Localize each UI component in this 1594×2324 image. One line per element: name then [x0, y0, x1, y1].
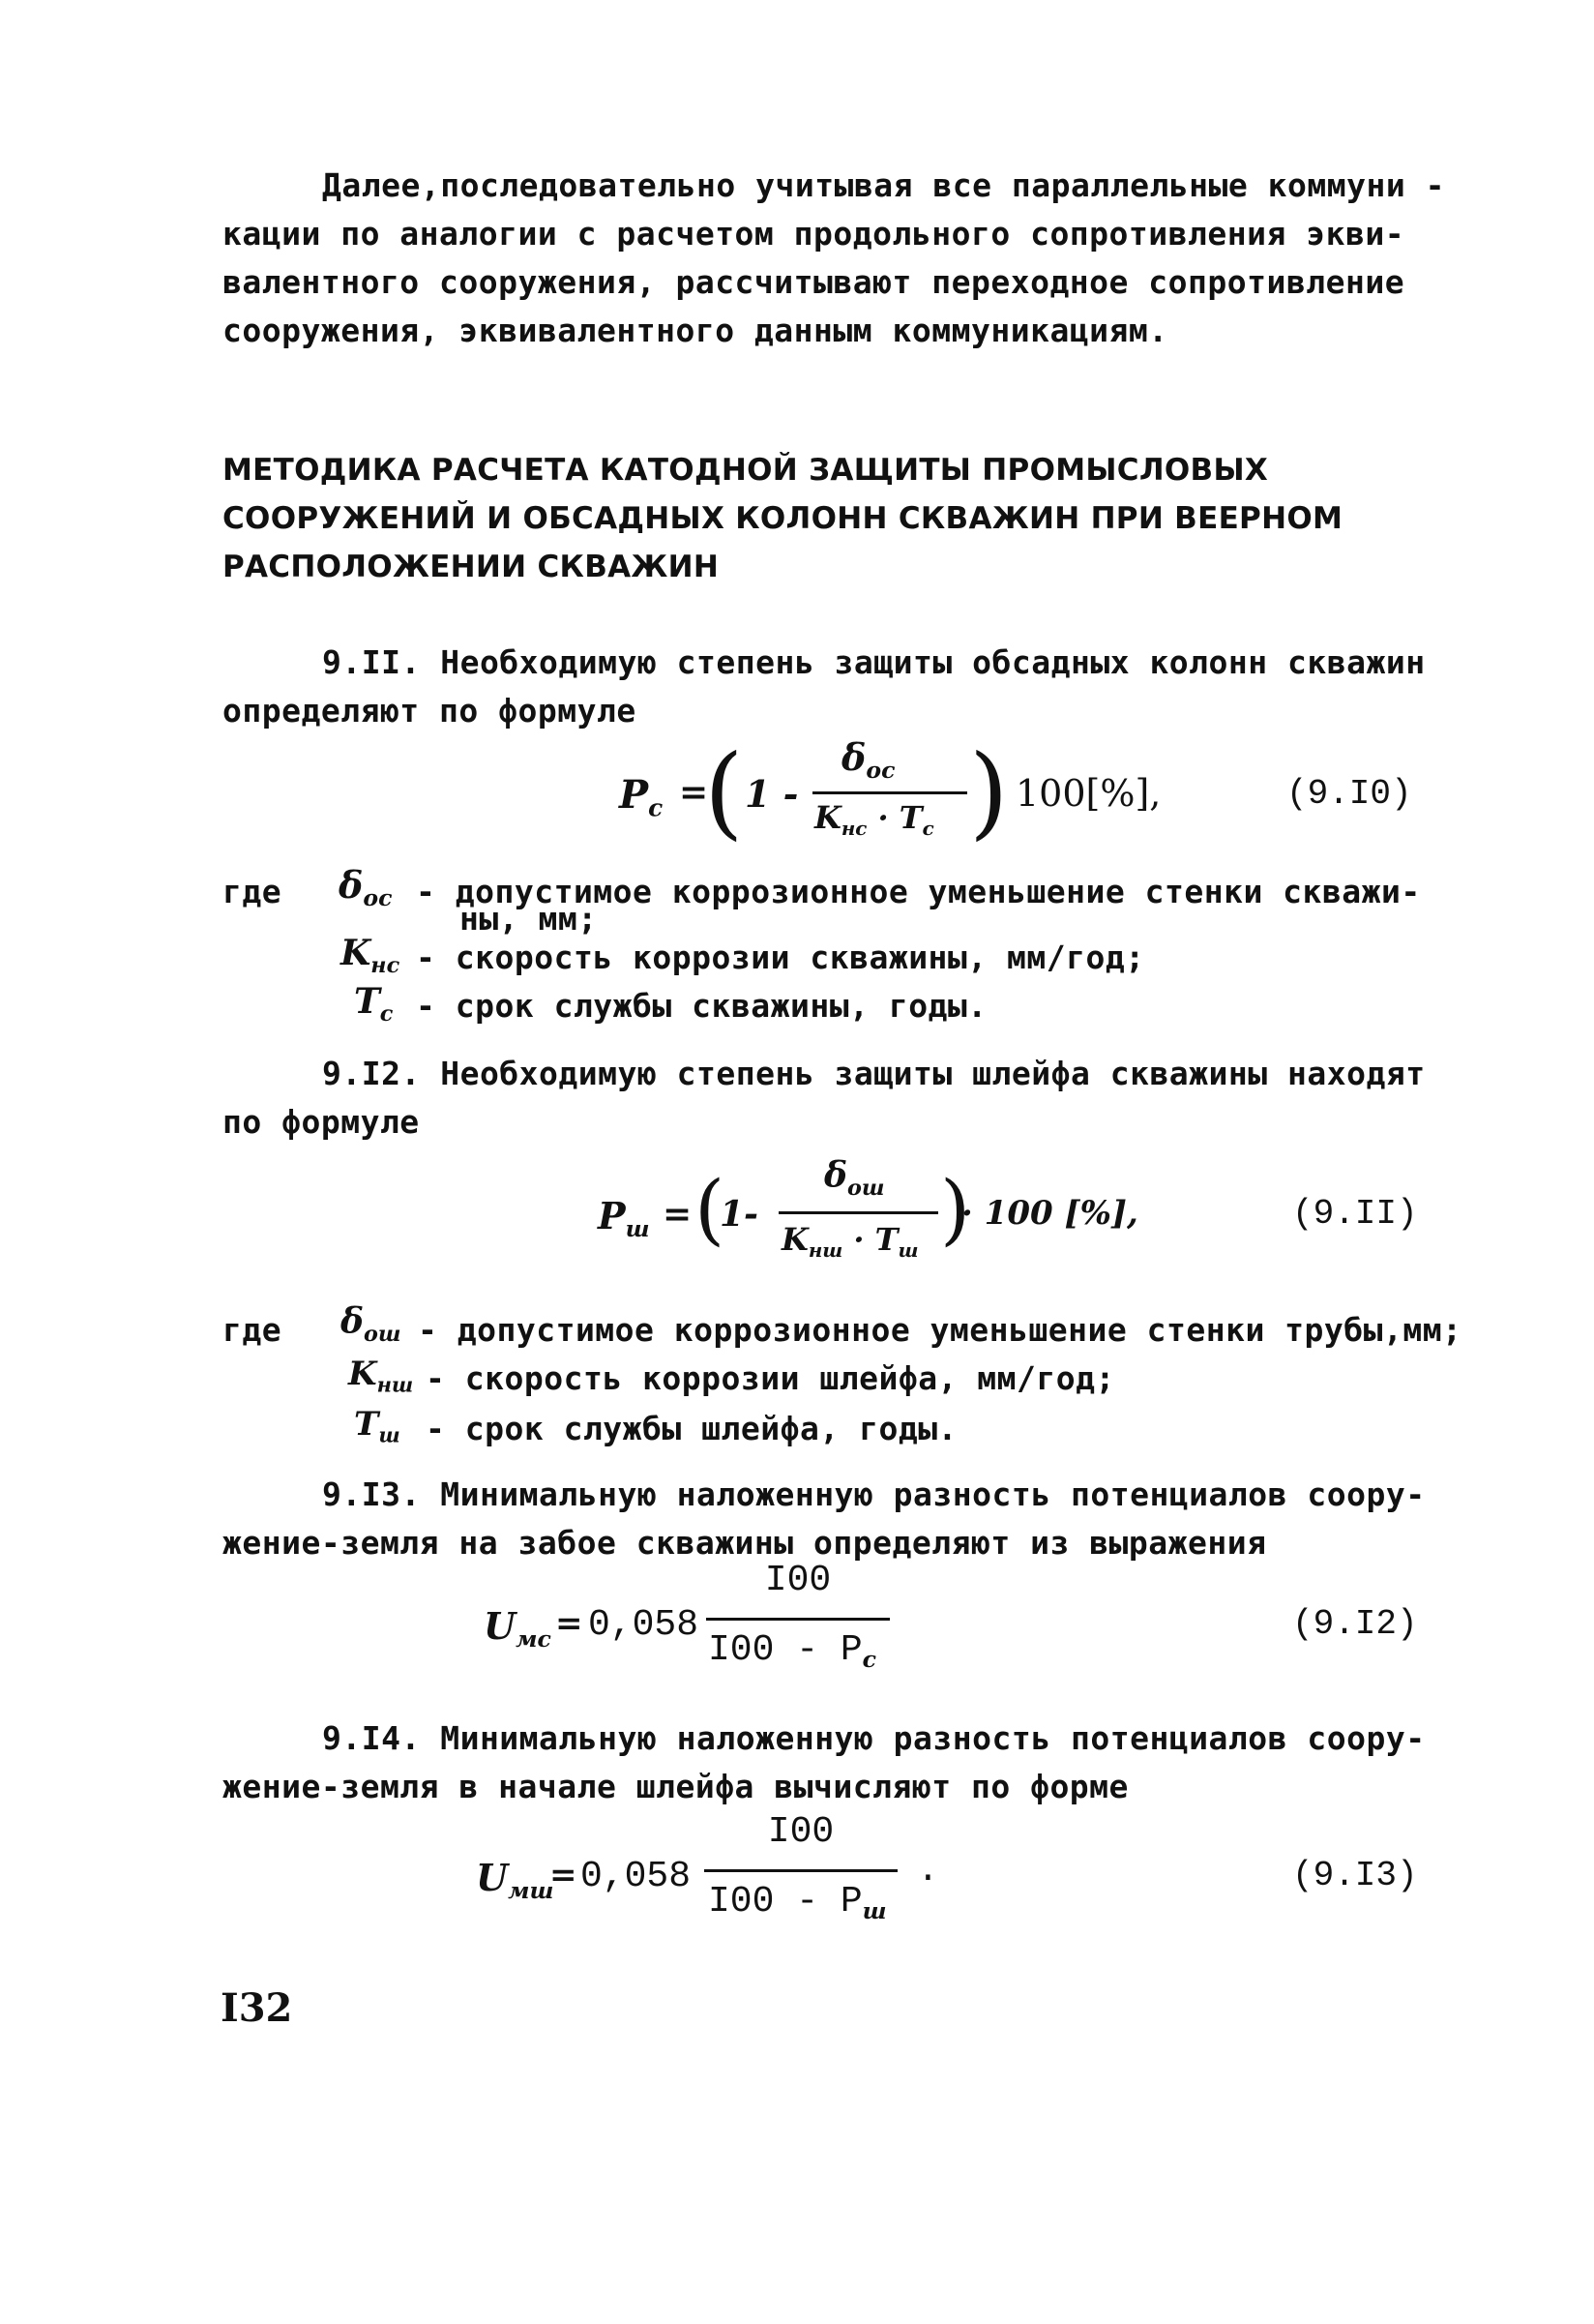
formula-tail: 100[%], [1016, 772, 1162, 815]
where-label: где [222, 1311, 282, 1349]
def-text: - срок службы скважины, годы. [416, 987, 988, 1025]
formula-lhs: $U_{мш}$ [476, 1856, 554, 1905]
def-text: - скорость коррозии шлейфа, мм/год; [426, 1359, 1115, 1397]
equation-number: (9.I0) [1286, 774, 1412, 814]
para-912-line-2: по формуле [222, 1103, 420, 1141]
intro-line-2: кации по аналогии с расчетом продольного сопротивления экви- [222, 215, 1405, 253]
fraction-numerator: I00 [764, 1560, 832, 1601]
fraction-numerator: $\delta_{ос}$ [841, 735, 896, 785]
para-911-line-1: 9.II. Необходимую степень защиты обсадных колонн скважин [322, 643, 1426, 681]
para-911-line-2: определяют по формуле [222, 692, 636, 730]
def-text-continued: ны, мм; [459, 900, 598, 938]
section-heading-line-2: СООРУЖЕНИЙ И ОБСАДНЫХ КОЛОНН СКВАЖИН ПРИ ВЕЕРНОМ [222, 501, 1343, 536]
para-912-line-1: 9.I2. Необходимую степень защиты шлейфа скважины находят [322, 1055, 1426, 1092]
open-paren: ( [694, 1164, 725, 1254]
equals-sign: = [663, 1194, 693, 1235]
def-symbol: $K_{нс}$ [340, 933, 400, 978]
def-text: - срок службы шлейфа, годы. [426, 1410, 958, 1447]
def-symbol: $T_ш$ [354, 1405, 400, 1447]
fraction-bar [706, 1618, 890, 1621]
section-heading-line-1: МЕТОДИКА РАСЧЕТА КАТОДНОЙ ЗАЩИТЫ ПРОМЫСЛОВЫХ [222, 453, 1269, 488]
equation-number: (9.II) [1292, 1194, 1418, 1234]
intro-line-3: валентного сооружения, рассчитывают переходное сопротивление [222, 263, 1405, 301]
equals-sign: = [555, 1604, 583, 1643]
open-paren: ( [704, 732, 744, 850]
intro-line-1: Далее,последовательно учитывая все параллельные коммуни - [322, 166, 1445, 204]
formula-lhs: $P_c$ [619, 772, 664, 822]
fraction-numerator: I00 [767, 1811, 835, 1853]
page-number: I32 [221, 1985, 293, 2031]
one-minus: 1- [720, 1194, 758, 1235]
def-text: - скорость коррозии скважины, мм/год; [416, 939, 1145, 976]
equals-sign: = [549, 1856, 577, 1894]
def-symbol: $T_с$ [354, 981, 394, 1027]
def-text: - допустимое коррозионное уменьшение стенки скважи- [416, 873, 1421, 910]
coefficient: 0,058 [588, 1604, 699, 1646]
formula-lhs: $P_ш$ [598, 1194, 650, 1243]
fraction-denominator: $I00 - P_ш$ [708, 1881, 887, 1925]
formula-tail: · 100 [%], [961, 1194, 1138, 1233]
close-paren: ) [940, 1164, 971, 1254]
where-label: где [222, 873, 282, 910]
equals-sign: = [679, 772, 709, 813]
para-913-line-1: 9.I3. Минимальную наложенную разность потенциалов соору- [322, 1475, 1426, 1513]
fraction-numerator: $\delta_{ош}$ [824, 1155, 885, 1201]
fraction-denominator: $K_{нс} \cdot T_c$ [814, 799, 934, 840]
para-914-line-1: 9.I4. Минимальную наложенную разность потенциалов соору- [322, 1719, 1426, 1757]
equation-number: (9.I3) [1292, 1856, 1418, 1895]
section-heading-line-3: РАСПОЛОЖЕНИИ СКВАЖИН [222, 550, 720, 584]
fraction-denominator: $K_{нш} \cdot T_ш$ [782, 1221, 919, 1262]
fraction-bar [812, 791, 967, 794]
fraction-denominator: $I00 - P_c$ [708, 1629, 876, 1674]
fraction-bar [779, 1211, 938, 1214]
def-text: - допустимое коррозионное уменьшение стенки трубы,мм; [418, 1311, 1462, 1349]
def-symbol: $\delta_{ош}$ [340, 1301, 401, 1347]
def-symbol: $K_{нш}$ [348, 1355, 414, 1397]
close-paren: ) [969, 732, 1009, 850]
fraction-bar [704, 1869, 898, 1872]
formula-lhs: $U_{мс}$ [484, 1604, 551, 1654]
para-914-line-2: жение-земля в начале шлейфа вычисляют по форме [222, 1768, 1129, 1805]
intro-line-4: сооружения, эквивалентного данным коммуникациям. [222, 312, 1168, 349]
para-913-line-2: жение-земля на забое скважины определяют из выражения [222, 1524, 1267, 1562]
one-minus: 1 - [745, 772, 799, 816]
coefficient: 0,058 [580, 1856, 692, 1897]
formula-tail: . [917, 1850, 939, 1892]
equation-number: (9.I2) [1292, 1604, 1418, 1644]
def-symbol: $\delta_{ос}$ [339, 863, 393, 912]
